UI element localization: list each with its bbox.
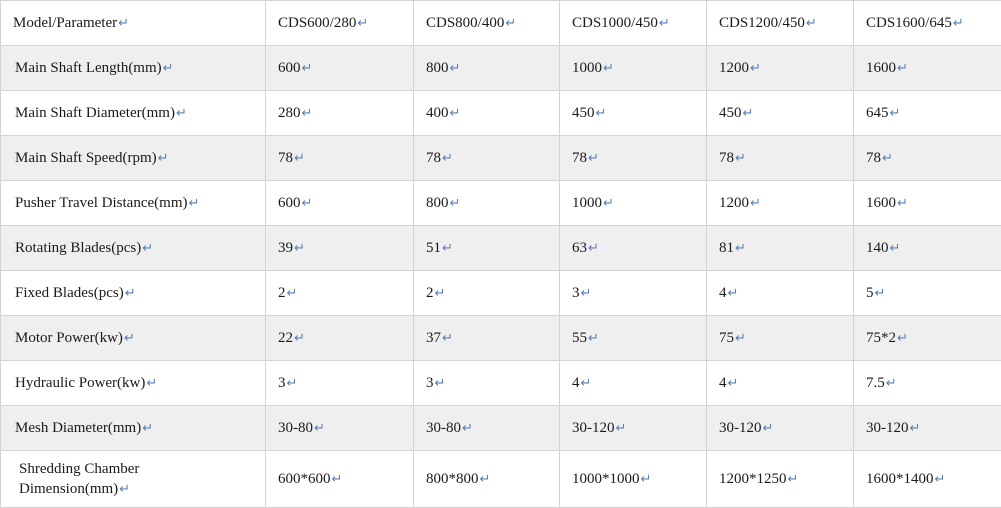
cell-value: [266, 406, 414, 451]
cell-value: [266, 271, 414, 316]
paragraph-mark-icon: ↵: [762, 420, 774, 435]
header-text: CDS1000/450: [572, 15, 658, 31]
paragraph-mark-icon: ↵: [580, 375, 592, 390]
paragraph-mark-icon: ↵: [640, 471, 652, 486]
paragraph-mark-icon: ↵: [441, 150, 453, 165]
header-text: Model/Parameter: [13, 15, 117, 31]
paragraph-mark-icon: ↵: [881, 150, 893, 165]
paragraph-mark-icon: ↵: [587, 240, 599, 255]
column-header-cds600-280: [266, 1, 414, 46]
cell-text: 75*2: [866, 330, 896, 346]
cell-value: [707, 361, 854, 406]
cell-value: [707, 136, 854, 181]
paragraph-mark-icon: ↵: [896, 60, 908, 75]
paragraph-mark-icon: ↵: [727, 285, 739, 300]
cell-value: [560, 271, 707, 316]
cell-value: [560, 316, 707, 361]
cell-text: 600*600: [278, 471, 331, 487]
cell-value: [414, 406, 560, 451]
row-label: [1, 406, 266, 451]
paragraph-mark-icon: ↵: [141, 240, 153, 255]
row-label: [1, 136, 266, 181]
paragraph-mark-icon: ↵: [734, 150, 746, 165]
cell-text: 1200: [719, 195, 749, 211]
cell-value: [266, 181, 414, 226]
cell-text: 30-80: [426, 420, 461, 436]
paragraph-mark-icon: ↵: [331, 471, 343, 486]
cell-value: [560, 181, 707, 226]
paragraph-mark-icon: ↵: [301, 60, 313, 75]
cell-value: [266, 451, 414, 508]
cell-text: 63: [572, 240, 587, 256]
cell-value: [854, 226, 1001, 271]
table-row: [1, 46, 1001, 91]
column-header-model-parameter: [1, 1, 266, 46]
header-text: CDS600/280: [278, 15, 356, 31]
row-label-text: Pusher Travel Distance(mm): [15, 195, 187, 211]
cell-value: [560, 406, 707, 451]
cell-text: 55: [572, 330, 587, 346]
row-label: [1, 451, 266, 508]
row-label-text: Main Shaft Length(mm): [15, 60, 162, 76]
paragraph-mark-icon: ↵: [461, 420, 473, 435]
paragraph-mark-icon: ↵: [313, 420, 325, 435]
column-header-cds1000-450: [560, 1, 707, 46]
cell-text: 37: [426, 330, 441, 346]
cell-text: 800: [426, 195, 449, 211]
cell-text: 1200*1250: [719, 471, 787, 487]
cell-text: 39: [278, 240, 293, 256]
paragraph-mark-icon: ↵: [434, 285, 446, 300]
cell-text: 4: [719, 375, 727, 391]
paragraph-mark-icon: ↵: [356, 15, 368, 30]
cell-value: [266, 316, 414, 361]
paragraph-mark-icon: ↵: [117, 15, 129, 30]
cell-text: 450: [719, 105, 742, 121]
cell-value: [707, 181, 854, 226]
paragraph-mark-icon: ↵: [145, 375, 157, 390]
paragraph-mark-icon: ↵: [749, 195, 761, 210]
paragraph-mark-icon: ↵: [434, 375, 446, 390]
paragraph-mark-icon: ↵: [749, 60, 761, 75]
cell-value: [414, 181, 560, 226]
paragraph-mark-icon: ↵: [162, 60, 174, 75]
cell-text: 4: [572, 375, 580, 391]
paragraph-mark-icon: ↵: [141, 420, 153, 435]
row-label-text: Fixed Blades(pcs): [15, 285, 124, 301]
cell-value: [854, 271, 1001, 316]
cell-text: 75: [719, 330, 734, 346]
paragraph-mark-icon: ↵: [787, 471, 799, 486]
cell-value: [707, 316, 854, 361]
cell-text: 800*800: [426, 471, 479, 487]
paragraph-mark-icon: ↵: [602, 60, 614, 75]
cell-value: [266, 46, 414, 91]
paragraph-mark-icon: ↵: [175, 105, 187, 120]
table-row: [1, 451, 1001, 508]
cell-text: 81: [719, 240, 734, 256]
cell-value: [414, 451, 560, 508]
header-text: CDS800/400: [426, 15, 504, 31]
table-row: [1, 181, 1001, 226]
paragraph-mark-icon: ↵: [885, 375, 897, 390]
table-row: [1, 91, 1001, 136]
cell-value: [414, 226, 560, 271]
paragraph-mark-icon: ↵: [301, 105, 313, 120]
row-label: [1, 46, 266, 91]
cell-value: [707, 46, 854, 91]
row-label: [1, 316, 266, 361]
paragraph-mark-icon: ↵: [123, 330, 135, 345]
cell-text: 30-120: [572, 420, 615, 436]
cell-text: 78: [572, 150, 587, 166]
cell-text: 78: [426, 150, 441, 166]
cell-text: 3: [426, 375, 434, 391]
cell-value: [707, 91, 854, 136]
cell-value: [414, 136, 560, 181]
paragraph-mark-icon: ↵: [874, 285, 886, 300]
table-header: [1, 1, 1001, 46]
cell-text: 1000*1000: [572, 471, 640, 487]
paragraph-mark-icon: ↵: [952, 15, 964, 30]
paragraph-mark-icon: ↵: [286, 375, 298, 390]
cell-value: [854, 451, 1001, 508]
cell-value: [266, 136, 414, 181]
cell-text: 30-120: [719, 420, 762, 436]
cell-text: 450: [572, 105, 595, 121]
paragraph-mark-icon: ↵: [734, 240, 746, 255]
row-label-text: Main Shaft Speed(rpm): [15, 150, 157, 166]
table-body: [1, 46, 1001, 508]
cell-text: 30-120: [866, 420, 909, 436]
row-label: [1, 361, 266, 406]
paragraph-mark-icon: ↵: [286, 285, 298, 300]
cell-text: 140: [866, 240, 889, 256]
cell-text: 2: [278, 285, 286, 301]
paragraph-mark-icon: ↵: [293, 330, 305, 345]
cell-text: 600: [278, 195, 301, 211]
cell-text: 1000: [572, 60, 602, 76]
cell-value: [266, 91, 414, 136]
cell-text: 78: [866, 150, 881, 166]
cell-text: 1000: [572, 195, 602, 211]
paragraph-mark-icon: ↵: [118, 481, 130, 496]
paragraph-mark-icon: ↵: [595, 105, 607, 120]
table-row: [1, 406, 1001, 451]
paragraph-mark-icon: ↵: [934, 471, 946, 486]
cell-value: [854, 316, 1001, 361]
paragraph-mark-icon: ↵: [449, 195, 461, 210]
paragraph-mark-icon: ↵: [587, 150, 599, 165]
cell-text: 645: [866, 105, 889, 121]
column-header-cds1600-645: [854, 1, 1001, 46]
cell-value: [266, 361, 414, 406]
cell-text: 30-80: [278, 420, 313, 436]
cell-text: 4: [719, 285, 727, 301]
cell-value: [414, 46, 560, 91]
paragraph-mark-icon: ↵: [658, 15, 670, 30]
cell-text: 5: [866, 285, 874, 301]
cell-text: 1600: [866, 60, 896, 76]
cell-value: [414, 316, 560, 361]
cell-value: [854, 361, 1001, 406]
cell-value: [414, 271, 560, 316]
paragraph-mark-icon: ↵: [293, 150, 305, 165]
row-label: [1, 181, 266, 226]
cell-value: [266, 226, 414, 271]
cell-text: 280: [278, 105, 301, 121]
paragraph-mark-icon: ↵: [157, 150, 169, 165]
cell-value: [414, 91, 560, 136]
cell-value: [854, 46, 1001, 91]
row-label-text: Rotating Blades(pcs): [15, 240, 141, 256]
cell-text: 22: [278, 330, 293, 346]
paragraph-mark-icon: ↵: [449, 105, 461, 120]
paragraph-mark-icon: ↵: [805, 15, 817, 30]
cell-value: [854, 181, 1001, 226]
cell-value: [560, 226, 707, 271]
paragraph-mark-icon: ↵: [124, 285, 136, 300]
cell-value: [414, 361, 560, 406]
table-row: [1, 361, 1001, 406]
cell-value: [560, 361, 707, 406]
cell-text: 1200: [719, 60, 749, 76]
paragraph-mark-icon: ↵: [301, 195, 313, 210]
paragraph-mark-icon: ↵: [742, 105, 754, 120]
cell-value: [854, 91, 1001, 136]
cell-text: 1600*1400: [866, 471, 934, 487]
row-label-text: Main Shaft Diameter(mm): [15, 105, 175, 121]
row-label-text: Motor Power(kw): [15, 330, 123, 346]
cell-text: 3: [572, 285, 580, 301]
paragraph-mark-icon: ↵: [896, 195, 908, 210]
paragraph-mark-icon: ↵: [587, 330, 599, 345]
paragraph-mark-icon: ↵: [449, 60, 461, 75]
cell-text: 800: [426, 60, 449, 76]
cell-value: [707, 451, 854, 508]
paragraph-mark-icon: ↵: [293, 240, 305, 255]
paragraph-mark-icon: ↵: [504, 15, 516, 30]
cell-text: 78: [278, 150, 293, 166]
paragraph-mark-icon: ↵: [896, 330, 908, 345]
paragraph-mark-icon: ↵: [479, 471, 491, 486]
paragraph-mark-icon: ↵: [889, 240, 901, 255]
cell-value: [560, 46, 707, 91]
paragraph-mark-icon: ↵: [441, 240, 453, 255]
header-text: CDS1600/645: [866, 15, 952, 31]
cell-value: [560, 91, 707, 136]
table-header-row: [1, 1, 1001, 46]
paragraph-mark-icon: ↵: [727, 375, 739, 390]
row-label: [1, 91, 266, 136]
cell-value: [854, 406, 1001, 451]
table-row: [1, 316, 1001, 361]
table-row: [1, 136, 1001, 181]
cell-text: 7.5: [866, 375, 885, 391]
paragraph-mark-icon: ↵: [615, 420, 627, 435]
row-label-text: Mesh Diameter(mm): [15, 420, 141, 436]
paragraph-mark-icon: ↵: [889, 105, 901, 120]
cell-text: 78: [719, 150, 734, 166]
row-label: [1, 271, 266, 316]
table-row: [1, 271, 1001, 316]
paragraph-mark-icon: ↵: [187, 195, 199, 210]
cell-value: [707, 226, 854, 271]
cell-value: [560, 136, 707, 181]
cell-value: [707, 271, 854, 316]
header-text: CDS1200/450: [719, 15, 805, 31]
cell-text: 2: [426, 285, 434, 301]
cell-text: 51: [426, 240, 441, 256]
cell-value: [560, 451, 707, 508]
row-label: [1, 226, 266, 271]
column-header-cds800-400: [414, 1, 560, 46]
cell-value: [707, 406, 854, 451]
cell-text: 600: [278, 60, 301, 76]
table-row: [1, 226, 1001, 271]
row-label-text: Hydraulic Power(kw): [15, 375, 145, 391]
cell-text: 1600: [866, 195, 896, 211]
cell-text: 400: [426, 105, 449, 121]
paragraph-mark-icon: ↵: [441, 330, 453, 345]
cell-text: 3: [278, 375, 286, 391]
paragraph-mark-icon: ↵: [734, 330, 746, 345]
column-header-cds1200-450: [707, 1, 854, 46]
paragraph-mark-icon: ↵: [909, 420, 921, 435]
cell-value: [854, 136, 1001, 181]
paragraph-mark-icon: ↵: [602, 195, 614, 210]
row-label-text: Shredding Chamber Dimension(mm): [19, 461, 139, 497]
paragraph-mark-icon: ↵: [580, 285, 592, 300]
